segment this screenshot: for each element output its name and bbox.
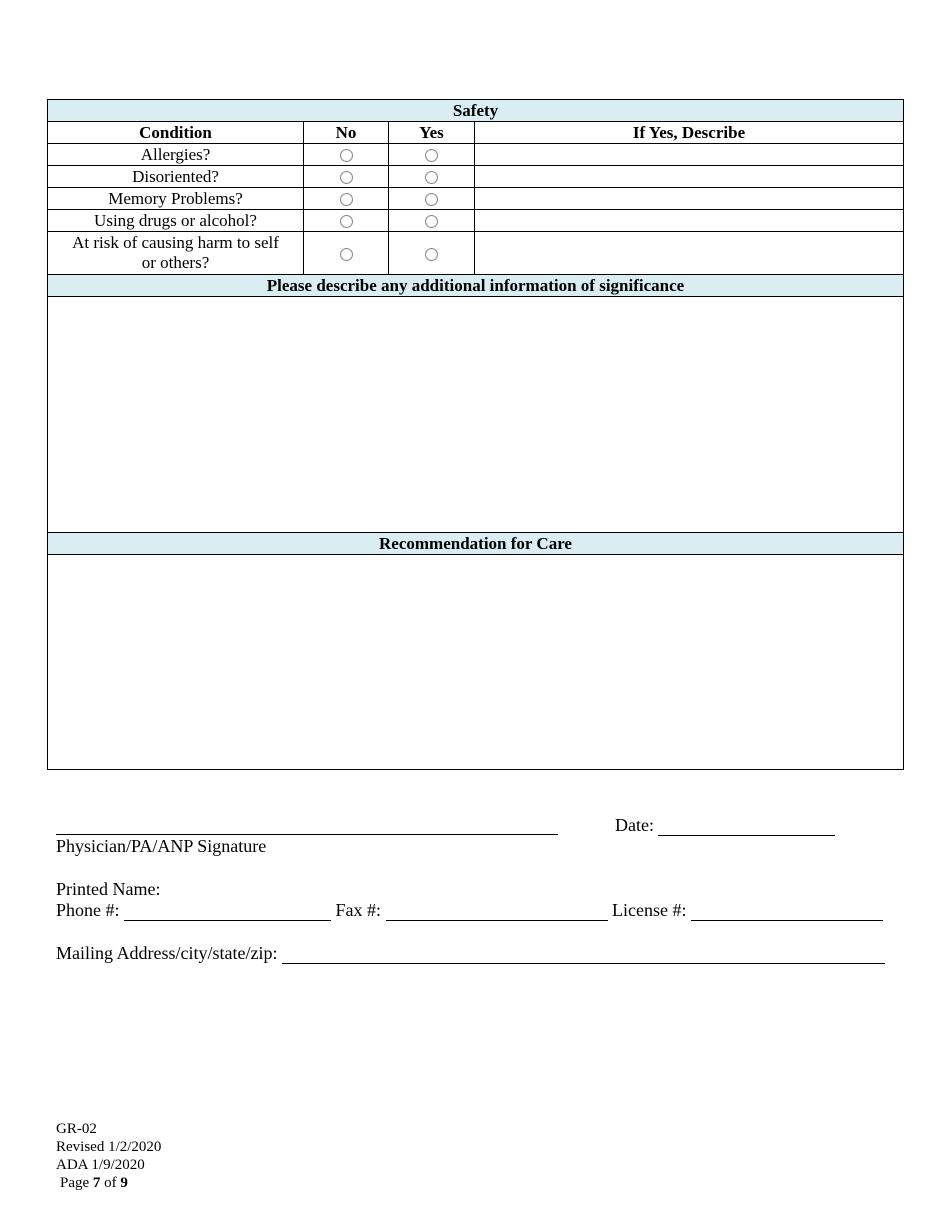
condition-label: Memory Problems? [48,188,304,210]
footer [56,1120,161,1192]
condition-label: Allergies? [48,144,304,166]
license-label: License #: [612,900,687,920]
allergies-no-radio[interactable] [340,149,353,162]
no-column-header: No [304,122,389,144]
harm-describe-field[interactable] [475,232,904,275]
phone-line[interactable] [124,902,331,921]
harm-no-radio[interactable] [340,248,353,261]
allergies-describe-field[interactable] [475,144,904,166]
fax-line[interactable] [386,902,608,921]
disoriented-describe-field[interactable] [475,166,904,188]
table-row [48,188,904,210]
contact-row [56,900,896,921]
additional-info-title: Please describe any additional information of significance [48,275,904,297]
condition-label: Using drugs or alcohol? [48,210,304,232]
date-label: Date: [615,815,654,835]
condition-column-header: Condition [48,122,304,144]
drugs-yes-radio[interactable] [425,215,438,228]
allergies-yes-radio[interactable] [425,149,438,162]
recommendation-title: Recommendation for Care [48,533,904,555]
signature-line-row [56,814,558,835]
yes-column-header: Yes [389,122,475,144]
printed-name-label: Printed Name: [56,879,161,899]
additional-info-field[interactable] [48,297,904,533]
signature-label: Physician/PA/ANP Signature [56,836,267,856]
condition-label: At risk of causing harm to self or others? [48,232,304,275]
page-number: Page 7 of 9 [60,1175,128,1191]
drugs-no-radio[interactable] [340,215,353,228]
safety-table [47,99,904,770]
table-row [48,210,904,232]
memory-yes-radio[interactable] [425,193,438,206]
form-id: GR-02 [56,1121,97,1137]
fax-label: Fax #: [335,900,382,920]
memory-describe-field[interactable] [475,188,904,210]
address-row [56,943,885,964]
license-line[interactable] [691,902,883,921]
table-row [48,144,904,166]
revised-date: Revised 1/2/2020 [56,1139,162,1155]
address-label: Mailing Address/city/state/zip: [56,943,278,963]
date-row [615,815,835,836]
drugs-describe-field[interactable] [475,210,904,232]
address-line[interactable] [282,945,885,964]
safety-section-title: Safety [48,100,904,122]
disoriented-yes-radio[interactable] [425,171,438,184]
describe-column-header: If Yes, Describe [475,122,904,144]
condition-label: Disoriented? [48,166,304,188]
recommendation-field[interactable] [48,555,904,770]
table-row [48,232,904,275]
disoriented-no-radio[interactable] [340,171,353,184]
phone-label: Phone #: [56,900,120,920]
table-row [48,166,904,188]
ada-date: ADA 1/9/2020 [56,1157,145,1173]
signature-line[interactable] [56,816,558,835]
memory-no-radio[interactable] [340,193,353,206]
date-line[interactable] [658,817,835,836]
harm-yes-radio[interactable] [425,248,438,261]
